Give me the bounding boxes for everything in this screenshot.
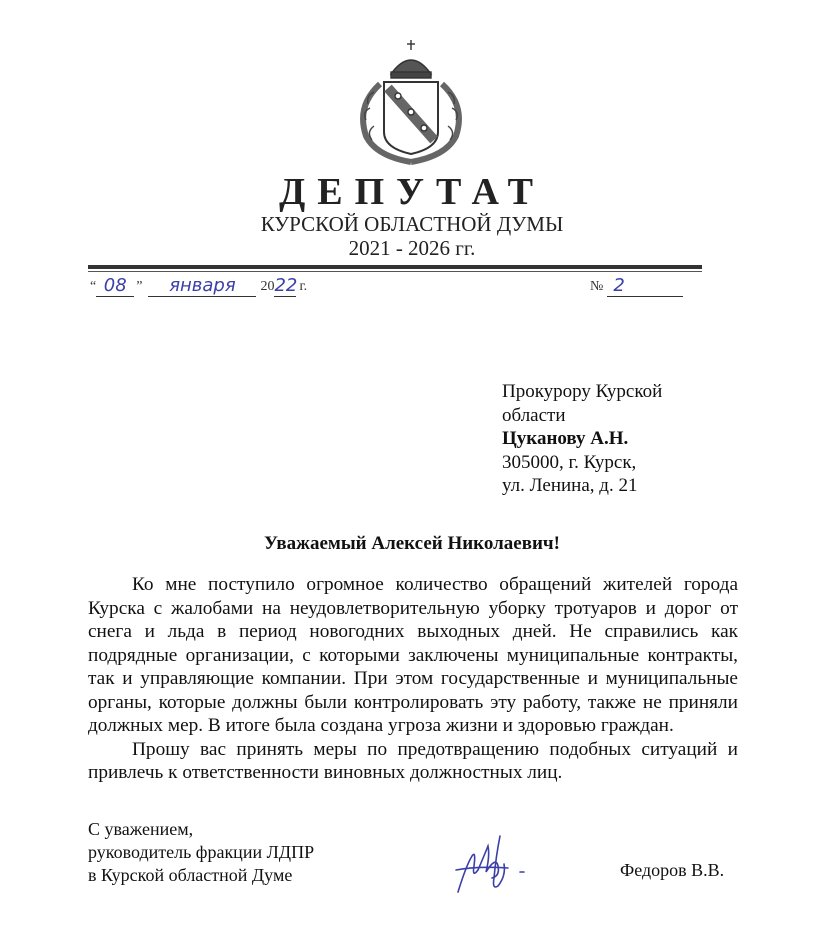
closing-line1: С уважением, [88, 819, 194, 839]
quote-close: ” [136, 279, 143, 294]
number-value: 2 [607, 276, 683, 297]
letterhead-term: 2021 - 2026 гг. [348, 236, 476, 260]
closing-line3: в Курской областной Думе [88, 865, 293, 885]
year-suffix: 22 [274, 275, 298, 296]
salutation: Уважаемый Алексей Николаевич! [264, 533, 560, 554]
addressee-address1: 305000, г. Курск, [502, 451, 637, 473]
year-prefix: 20 [260, 279, 275, 294]
header-rule-thick [88, 265, 702, 269]
addressee-block [502, 380, 662, 498]
letterhead-subtitle: КУРСКОЙ ОБЛАСТНОЙ ДУМЫ [260, 212, 564, 236]
addressee-address2: ул. Ленина, д. 21 [502, 475, 638, 496]
body-paragraph: Ко мне поступило огромное количество обращений жителей города Курска с жалобами на неудовлетворительную уборку тротуаров и дорог от снега и льда в период новогодних выходных дней. Не справились как подрядные организации, с которыми заключены муниципальные контракты, так и управляющие компании. При этом государственные и муниципальные органы, которые должны были контролировать эту работу, также не приняли должных мер. В итоге была создана угроза жизни и здоровью граждан. [88, 574, 738, 736]
number-label: № [590, 279, 604, 294]
closing-block [88, 818, 314, 887]
date-day: 08 [96, 276, 134, 297]
kursk-coat-of-arms-icon [336, 36, 486, 168]
handwritten-signature-icon [448, 826, 538, 896]
closing-line2: руководитель фракции ЛДПР [88, 842, 315, 862]
body-paragraph: Прошу вас принять меры по предотвращению подобных ситуаций и привлечь к ответственности виновных должностных лиц. [88, 738, 738, 783]
registration-number [590, 276, 683, 297]
date-month: января [148, 276, 256, 297]
header-rule-thin [88, 271, 702, 272]
addressee-line1: Прокурору Курской [502, 381, 663, 402]
signer-name: Федоров В.В. [620, 860, 725, 880]
registration-date [90, 276, 307, 297]
letter-body [88, 573, 738, 785]
addressee-line2: области [502, 404, 566, 426]
year-unit: г. [299, 279, 308, 294]
quote-open: “ [90, 279, 97, 294]
addressee-name: Цуканову А.Н. [502, 428, 629, 449]
letterhead-title: ДЕПУТАТ [279, 171, 545, 213]
